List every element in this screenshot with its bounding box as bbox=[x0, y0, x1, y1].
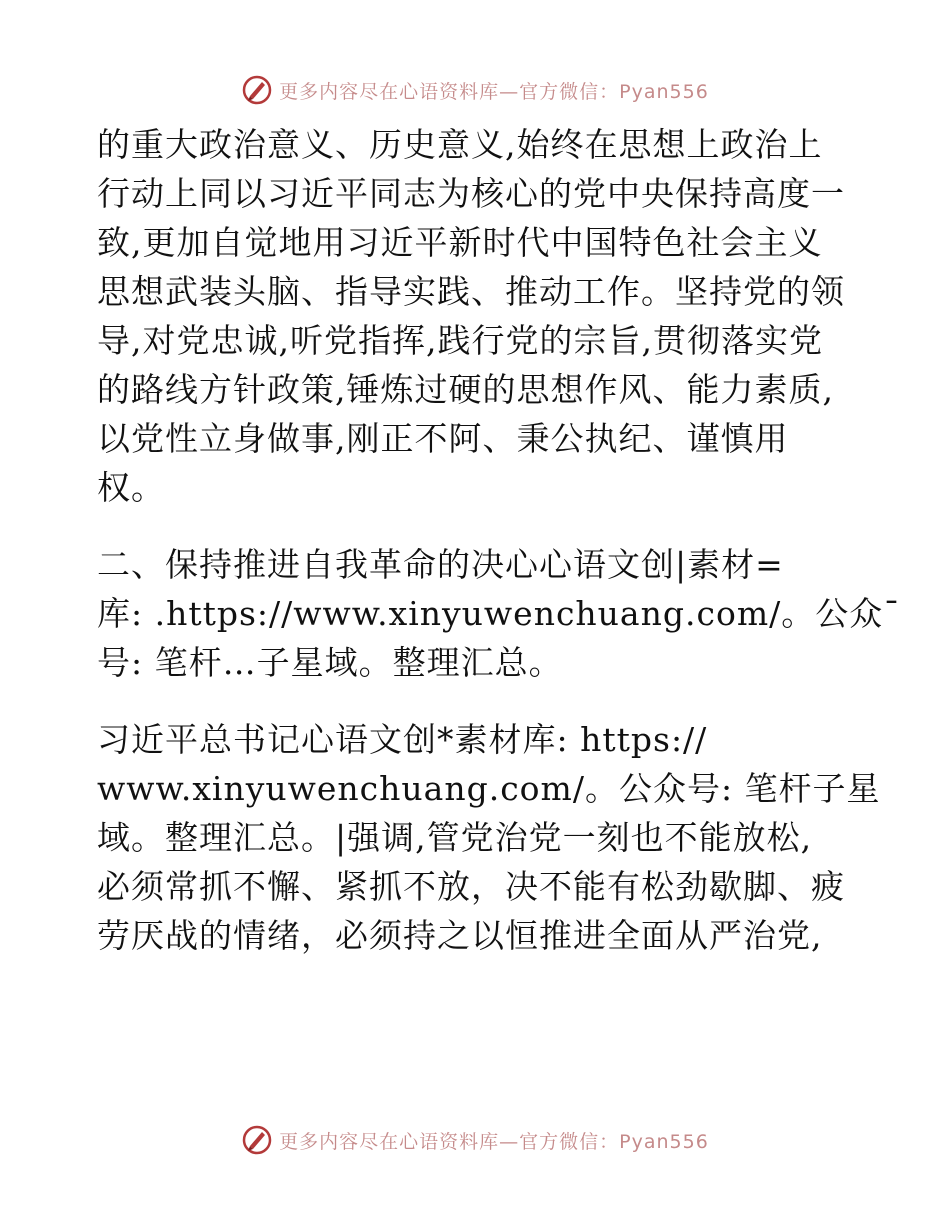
text-line: 行动上同以习近平同志为核心的党中央保持高度一 bbox=[97, 174, 845, 213]
text-line: 号: 笔杆…子星域。整理汇总。 bbox=[97, 643, 563, 682]
paragraph-1 bbox=[97, 120, 857, 512]
text-line: 必须常抓不懈、紧抓不放，决不能有松劲歇脚、疲 bbox=[97, 867, 845, 906]
paragraph-2 bbox=[97, 540, 901, 687]
document-body bbox=[97, 120, 901, 960]
logo-icon bbox=[241, 74, 273, 106]
text-line: 导,对党忠诚,听党指挥,践行党的宗旨,贯彻落实党 bbox=[97, 321, 823, 360]
footer-wechat-id: Pyan556 bbox=[619, 1130, 709, 1153]
logo-icon bbox=[241, 1124, 273, 1156]
footer-text: 更多内容尽在心语资料库—官方微信：Pyan556 bbox=[279, 1130, 709, 1153]
text-line: 库: .https://www.xinyuwenchuang.com/。公众¯ bbox=[97, 594, 901, 633]
text-line: 权。 bbox=[97, 468, 165, 507]
header-text: 更多内容尽在心语资料库—官方微信：Pyan556 bbox=[279, 80, 709, 103]
text-line: 二、保持推进自我革命的决心心语文创|素材= bbox=[97, 545, 784, 584]
text-line: 劳厌战的情绪，必须持之以恒推进全面从严治党, bbox=[97, 916, 823, 955]
header-banner bbox=[0, 70, 950, 110]
paragraph-3 bbox=[97, 715, 881, 960]
text-line: 的重大政治意义、历史意义,始终在思想上政治上 bbox=[97, 125, 823, 164]
text-line: 域。整理汇总。|强调,管党治党一刻也不能放松, bbox=[97, 818, 813, 857]
header-wechat-id: Pyan556 bbox=[619, 80, 709, 103]
text-line: 致,更加自觉地用习近平新时代中国特色社会主义 bbox=[97, 223, 823, 262]
text-line: 以党性立身做事,刚正不阿、秉公执纪、谨慎用 bbox=[97, 419, 789, 458]
text-line: 思想武装头脑、指导实践、推动工作。坚持党的领 bbox=[97, 272, 845, 311]
text-line: www.xinyuwenchuang.com/。公众号: 笔杆子星 bbox=[97, 769, 881, 808]
text-line: 的路线方针政策,锤炼过硬的思想作风、能力素质, bbox=[97, 370, 834, 409]
footer-banner bbox=[0, 1120, 950, 1160]
text-line: 习近平总书记心语文创*素材库: https:// bbox=[97, 720, 708, 759]
